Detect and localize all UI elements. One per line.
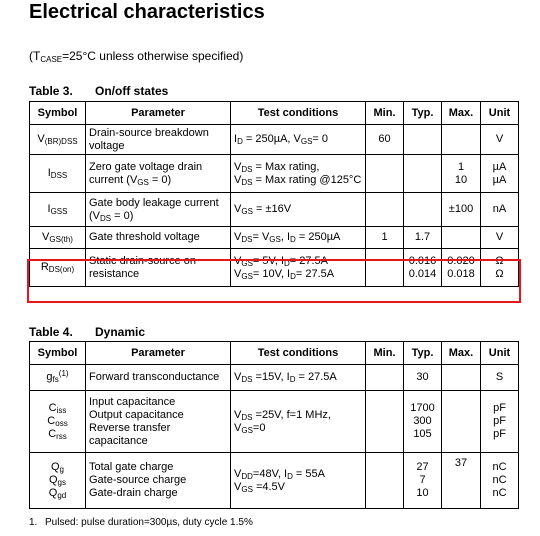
parameter-cell	[86, 391, 231, 453]
symbol-cell	[30, 155, 86, 193]
cond-sub: D	[289, 375, 296, 384]
symbol-line	[33, 487, 82, 500]
symbol-sub: gd	[57, 491, 67, 500]
header-unit: Unit	[481, 342, 519, 365]
cond-text: V	[234, 254, 242, 267]
max-value: 0.020	[447, 254, 475, 267]
header-typ: Typ.	[404, 102, 442, 125]
symbol-cell	[30, 391, 86, 453]
cond-text: V	[234, 160, 242, 173]
unit-cell: nA	[481, 193, 519, 227]
unit-cell: V	[481, 227, 519, 249]
symbol-cell	[30, 227, 86, 249]
cond-text: V	[234, 480, 242, 493]
unit-cell	[481, 249, 519, 287]
conditions-cell	[231, 193, 366, 227]
cond-text: = 27.5A	[289, 254, 329, 267]
cond-text: V	[234, 231, 242, 243]
unit-value: pF	[493, 402, 506, 414]
parameter-cell	[86, 193, 231, 227]
min-cell	[366, 249, 404, 287]
typ-value: 27	[416, 461, 429, 473]
cond-text: = 5V, I	[252, 254, 284, 267]
conditions-cell	[231, 249, 366, 287]
cond-sub: D	[290, 271, 296, 281]
table4-number: Table 4.	[29, 325, 73, 339]
unit-value: µA	[492, 160, 507, 173]
cond-sub: DS	[241, 412, 253, 422]
cond-text: V	[234, 421, 242, 434]
cond-text: = V	[252, 231, 270, 243]
typ-value: 105	[413, 428, 432, 440]
table-header-row	[30, 342, 519, 365]
max-value: 1	[457, 160, 465, 173]
table-row	[30, 453, 519, 509]
param-sub: GS	[137, 177, 149, 187]
cond-sub: DS	[241, 375, 253, 384]
cond-sub: GS	[241, 258, 253, 268]
cond-text: V	[234, 467, 242, 480]
table-row	[30, 155, 519, 193]
symbol-sub: iss	[56, 406, 67, 415]
cond-line	[234, 468, 362, 481]
cond-sub: D	[284, 258, 290, 268]
cond-text: =48V, I	[252, 467, 288, 480]
table-row	[30, 365, 519, 391]
max-cell: ±100	[442, 193, 481, 227]
conditions-rest: =25°C unless otherwise specified)	[62, 49, 244, 63]
cond-line	[234, 268, 362, 281]
min-cell: 1	[366, 227, 404, 249]
conditions-cell	[231, 125, 366, 155]
header-test-conditions: Test conditions	[231, 102, 366, 125]
conditions-cell	[231, 365, 366, 391]
unit-value: Ω	[495, 267, 504, 280]
typ-value: 1700	[410, 402, 435, 414]
cond-text: =4.5V	[252, 480, 286, 493]
unit-value: pF	[493, 415, 506, 427]
cond-line	[234, 409, 362, 422]
table-row	[30, 227, 519, 249]
symbol-cell	[30, 453, 86, 509]
table-row	[30, 249, 519, 287]
parameter-cell	[86, 453, 231, 509]
cond-text: = 0	[312, 133, 329, 145]
table4-name: Dynamic	[95, 325, 146, 339]
typ-cell	[404, 249, 442, 287]
cond-text: = 10V, I	[252, 267, 291, 280]
cond-sub: DD	[241, 471, 253, 481]
header-min: Min.	[366, 102, 404, 125]
conditions-cell	[231, 391, 366, 453]
symbol-main: Q	[48, 474, 58, 486]
max-cell	[442, 125, 481, 155]
symbol-cell	[30, 365, 86, 391]
symbol-sub: (BR)DSS	[44, 137, 78, 146]
min-cell	[366, 365, 404, 391]
cond-sub: D	[290, 235, 296, 244]
unit-value: nC	[492, 461, 507, 473]
typ-cell	[404, 453, 442, 509]
cond-line	[234, 422, 362, 435]
cond-text: =25V, f=1 MHz,	[252, 408, 331, 421]
parameter-cell: Gate threshold voltage	[86, 227, 231, 249]
unit-cell: S	[481, 365, 519, 391]
param-sub: DS	[100, 213, 112, 223]
cond-sub: D	[287, 471, 293, 481]
typ-cell: 30	[404, 365, 442, 391]
param-line: Gate-source charge	[89, 474, 187, 486]
symbol-main: C	[48, 428, 57, 440]
symbol-main: V	[42, 231, 50, 243]
max-cell	[442, 249, 481, 287]
parameter-cell	[86, 155, 231, 193]
cond-sub: GS	[300, 137, 313, 146]
header-typ: Typ.	[404, 342, 442, 365]
param-line: Input capacitance	[89, 395, 176, 408]
cond-sub: GS	[269, 235, 281, 244]
dynamic-table	[29, 341, 519, 509]
table3-number: Table 3.	[29, 84, 73, 98]
param-text: = 0)	[111, 209, 134, 222]
cond-sub: D	[237, 137, 243, 146]
symbol-main: I	[47, 203, 51, 215]
cond-line	[234, 255, 362, 268]
typ-value: 10	[416, 487, 429, 499]
cond-text: V	[234, 408, 242, 421]
param-text: Gate body leakage current (V	[89, 196, 219, 222]
symbol-sub: GSS	[50, 207, 68, 216]
cond-sub: DS	[241, 235, 253, 244]
parameter-cell: Static drain-source on resistance	[86, 249, 231, 287]
param-line: Gate-drain charge	[89, 487, 178, 499]
symbol-cell	[30, 125, 86, 155]
test-conditions-note	[29, 48, 243, 64]
header-parameter: Parameter	[86, 102, 231, 125]
conditions-subscript: CASE	[40, 55, 63, 64]
unit-value: Ω	[495, 254, 504, 267]
on-off-states-table	[29, 101, 519, 287]
max-cell	[442, 391, 481, 453]
cond-text: = Max rating @125°C	[252, 173, 362, 186]
header-symbol: Symbol	[30, 102, 86, 125]
header-max: Max.	[442, 342, 481, 365]
max-value: 10	[454, 173, 468, 186]
cond-line	[234, 161, 362, 174]
symbol-sub: fs	[52, 375, 59, 384]
unit-value: nC	[492, 474, 507, 486]
typ-cell	[404, 125, 442, 155]
max-cell	[442, 365, 481, 391]
footnote-text: Pulsed: pulse duration=300µs, duty cycle 1.5%	[45, 517, 253, 528]
symbol-main: C	[47, 415, 56, 427]
param-text: Zero gate voltage drain current (V	[89, 160, 203, 186]
symbol-cell	[30, 249, 86, 287]
symbol-line	[33, 428, 82, 441]
cond-text: = Max rating,	[252, 160, 320, 173]
cond-text: V	[234, 267, 242, 280]
max-value: 0.018	[447, 267, 475, 280]
min-cell	[366, 193, 404, 227]
table-header-row	[30, 102, 519, 125]
cond-sub: GS	[241, 425, 253, 435]
typ-value: 300	[413, 415, 432, 427]
parameter-cell: Drain-source breakdown voltage	[86, 125, 231, 155]
symbol-main: C	[48, 402, 57, 414]
max-cell: 37	[442, 453, 481, 509]
min-cell	[366, 155, 404, 193]
table-row	[30, 391, 519, 453]
conditions-prefix: (T	[29, 49, 41, 63]
param-line: Output capacitance	[89, 408, 184, 421]
unit-cell: V	[481, 125, 519, 155]
cond-line	[234, 481, 362, 494]
header-parameter: Parameter	[86, 342, 231, 365]
footnote	[29, 517, 253, 528]
max-cell	[442, 227, 481, 249]
cond-text: = 250µA, V	[242, 133, 301, 145]
typ-cell	[404, 193, 442, 227]
cond-text: = ±16V	[252, 203, 292, 215]
symbol-sub: oss	[55, 419, 68, 428]
typ-value: 0.016	[408, 254, 437, 267]
cond-sub: DS	[241, 177, 253, 187]
typ-cell: 1.7	[404, 227, 442, 249]
cond-text: = 27.5A	[295, 267, 335, 280]
cond-text: , I	[280, 231, 291, 243]
header-min: Min.	[366, 342, 404, 365]
cond-sub: GS	[241, 271, 253, 281]
typ-cell	[404, 155, 442, 193]
table3-name: On/off states	[95, 84, 169, 98]
symbol-main: R	[40, 261, 49, 273]
symbol-line	[33, 402, 82, 415]
symbol-line	[33, 415, 82, 428]
table3-caption	[29, 84, 168, 98]
cond-text: =15V, I	[252, 371, 290, 383]
max-cell	[442, 155, 481, 193]
symbol-line	[33, 461, 82, 474]
symbol-main: V	[37, 133, 45, 145]
table-row	[30, 193, 519, 227]
cond-text: =0	[252, 421, 266, 434]
symbol-cell	[30, 193, 86, 227]
min-cell: 60	[366, 125, 404, 155]
symbol-sub: gs	[57, 478, 66, 487]
typ-value: 0.014	[408, 267, 437, 280]
cond-text: V	[234, 173, 242, 186]
unit-cell	[481, 155, 519, 193]
cond-text: = 27.5A	[295, 371, 337, 383]
min-cell	[366, 391, 404, 453]
cond-text: I	[234, 133, 238, 145]
table4-caption	[29, 325, 145, 339]
cond-text: = 55A	[292, 467, 325, 480]
symbol-sub: g	[59, 465, 64, 474]
cond-text: V	[234, 371, 242, 383]
cond-sub: GS	[241, 484, 253, 494]
cond-sub: DS	[241, 164, 253, 174]
symbol-main: Q	[48, 487, 58, 499]
param-line: Reverse transfer capacitance	[89, 421, 171, 447]
symbol-main: I	[47, 167, 51, 179]
symbol-sub: DSS	[50, 171, 68, 180]
cond-text: = 250µA	[295, 231, 341, 243]
header-test-conditions: Test conditions	[231, 342, 366, 365]
cond-line	[234, 174, 362, 187]
conditions-cell	[231, 453, 366, 509]
page-title: Electrical characteristics	[29, 1, 265, 23]
symbol-sub: DS(on)	[48, 265, 75, 274]
parameter-cell: Forward transconductance	[86, 365, 231, 391]
min-cell	[366, 453, 404, 509]
conditions-cell	[231, 155, 366, 193]
unit-value: pF	[493, 428, 506, 440]
header-symbol: Symbol	[30, 342, 86, 365]
param-text: = 0)	[148, 173, 172, 186]
header-max: Max.	[442, 102, 481, 125]
unit-value: µA	[492, 173, 507, 186]
typ-cell	[404, 391, 442, 453]
table-row	[30, 125, 519, 155]
unit-cell	[481, 391, 519, 453]
symbol-sub: rss	[56, 432, 67, 441]
symbol-main: g	[46, 371, 53, 383]
unit-cell	[481, 453, 519, 509]
footnote-ref: (1)	[58, 369, 69, 378]
symbol-line	[33, 474, 82, 487]
unit-value: nC	[492, 487, 507, 499]
symbol-sub: GS(th)	[49, 235, 73, 244]
typ-value: 7	[419, 474, 426, 486]
param-line: Total gate charge	[89, 461, 174, 473]
header-unit: Unit	[481, 102, 519, 125]
conditions-cell	[231, 227, 366, 249]
footnote-number: 1.	[29, 517, 38, 528]
cond-text: V	[234, 203, 242, 215]
symbol-main: Q	[50, 461, 60, 473]
cond-sub: GS	[241, 207, 253, 216]
